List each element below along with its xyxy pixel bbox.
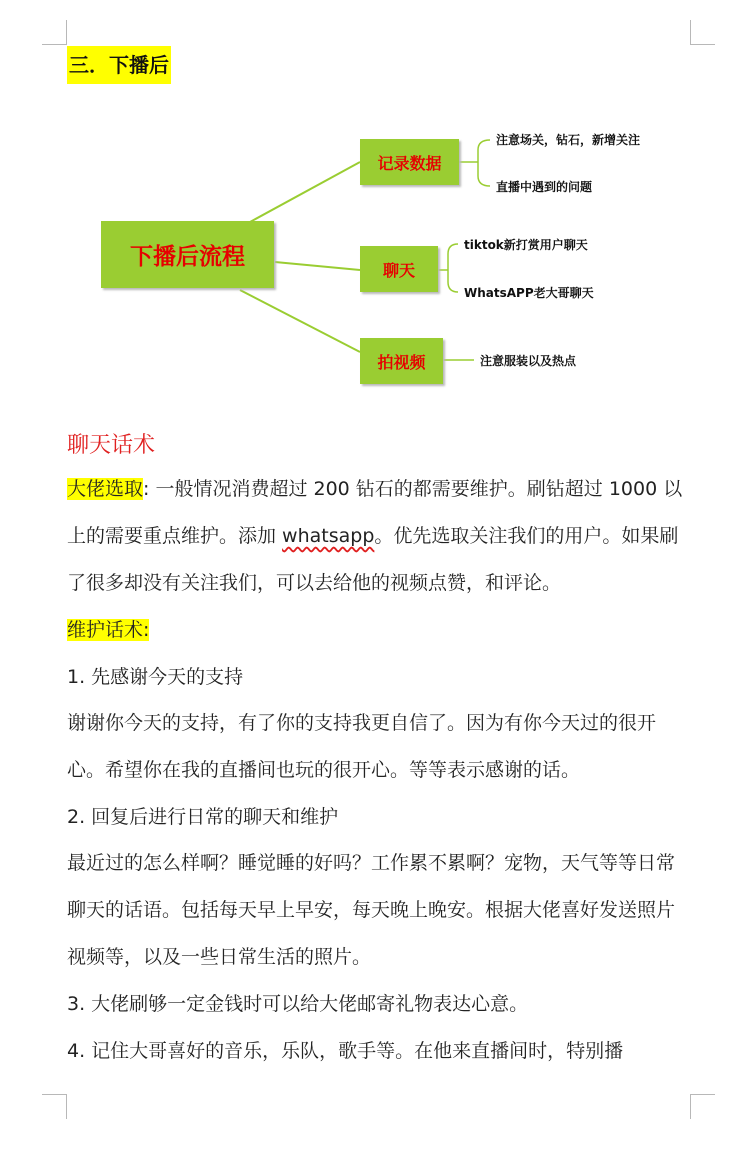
maintenance-script-label: [67, 610, 149, 650]
highlight-label: 大佬选取: [67, 478, 144, 500]
branch-label: 拍视频: [377, 352, 426, 372]
page-corner-mark: [690, 1094, 715, 1119]
page-corner-mark: [42, 20, 67, 45]
list-item-title: 1. 先感谢今天的支持: [67, 666, 244, 688]
mind-map-root-label: 下播后流程: [130, 244, 245, 270]
mind-map-root: [101, 221, 274, 288]
mind-map-leaf: WhatsAPP老大哥聊天: [464, 286, 594, 300]
branch-label: 记录数据: [377, 153, 442, 173]
chat-script-title: 聊天话术: [67, 433, 156, 458]
mind-map-diagram: [0, 110, 747, 400]
page-corner-mark: [42, 1094, 67, 1119]
mind-map-leaf: tiktok新打赏用户聊天: [464, 238, 588, 252]
list-item-body: 谢谢你今天的支持，有了你的支持我更自信了。因为有你今天过的很开心。希望你在我的直播间也玩的很开心。等等表示感谢的话。: [67, 712, 657, 781]
highlight-label: 维护话术:: [67, 619, 150, 641]
paragraph-text: : 一般情况消费超过 200 钻石的都需要维护。刷钻超过 1000 以上的需要重点维护。添加: [67, 478, 683, 547]
list-item-title: 4. 记住大哥喜好的音乐，乐队，歌手等。在他来直播间时，特别播: [67, 1040, 624, 1062]
mind-map-leaf: 注意服装以及热点: [480, 354, 577, 368]
mind-map-branch-video: [360, 338, 443, 384]
section-heading: 三．下播后: [67, 46, 171, 84]
mind-map-branch-record-data: [360, 139, 459, 185]
page-corner-mark: [690, 20, 715, 45]
paragraph-text: 。优先选取关注我们的用户。如果刷了很多却没有关注我们，可以去给他的视频点赞，和评论。: [67, 525, 679, 594]
mind-map-leaf: 注意场关，钻石，新增关注: [496, 133, 641, 147]
whatsapp-word: whatsapp: [282, 525, 375, 547]
list-item-body: 最近过的怎么样啊？睡觉睡的好吗？工作累不累啊？宠物，天气等等日常聊天的话语。包括每天早上早安，每天晚上晚安。根据大佬喜好发送照片视频等，以及一些日常生活的照片。: [67, 852, 676, 968]
list-item-title: 3. 大佬刷够一定金钱时可以给大佬邮寄礼物表达心意。: [67, 993, 529, 1015]
paragraph-big-spender: [67, 466, 693, 607]
mind-map-branch-chat: [360, 246, 438, 292]
mind-map-leaf: 直播中遇到的问题: [496, 180, 593, 194]
list-item-title: 2. 回复后进行日常的聊天和维护: [67, 806, 339, 828]
branch-label: 聊天: [382, 260, 415, 280]
